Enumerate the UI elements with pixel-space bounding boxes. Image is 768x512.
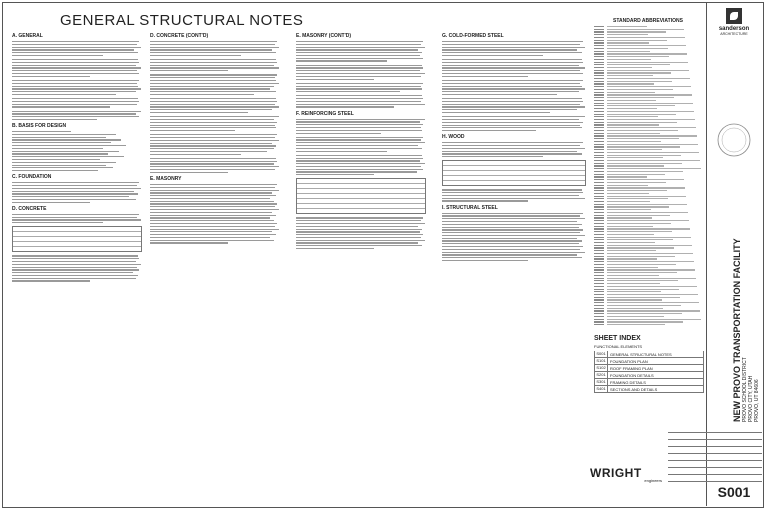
info-row [668,460,762,467]
abbreviation-row [594,305,702,306]
note-text [12,59,142,77]
concrete-table [12,226,142,252]
note-text [12,41,142,56]
notes-column-3 [296,30,426,252]
abbreviation-row [594,89,702,90]
abbreviation-row [594,34,702,35]
abbreviation-row [594,40,702,41]
section-heading: B. BASIS FOR DESIGN [12,123,67,130]
section-heading: D. CONCRETE [12,205,47,212]
abbreviation-row [594,94,702,95]
abbreviation-row [594,83,702,84]
abbreviation-row [594,155,702,156]
abbreviation-row [594,141,702,142]
abbreviation-row [594,116,702,117]
sheet-title-entry: GENERAL STRUCTURAL NOTES [610,351,672,357]
note-text [150,116,280,131]
abbreviation-row [594,245,702,246]
abbreviation-row [594,269,702,270]
engineer-subtitle: engineers [644,478,662,483]
note-text [442,213,586,261]
note-text [442,59,586,77]
abbreviation-row [594,105,702,106]
section-heading: E. MASONRY [150,176,182,182]
note-text [296,95,426,107]
note-text [296,83,426,93]
abbreviation-row [594,122,702,123]
abbreviation-row [594,258,702,259]
abbreviation-row [594,64,702,65]
project-line-1: PROVO SCHOOL DISTRICT [742,357,748,422]
note-text [150,98,280,113]
abbreviation-row [594,114,702,115]
note-text [150,74,280,95]
abbreviation-row [594,286,702,287]
abbreviation-row [594,37,702,38]
abbreviation-row [594,75,702,76]
note-text [150,41,280,56]
abbreviation-row [594,29,702,30]
info-row [668,446,762,453]
abbreviation-row [594,206,702,207]
abbreviation-row [594,133,702,134]
abbreviation-row [594,275,702,276]
title-block-info [668,432,762,488]
abbreviation-row [594,212,702,213]
project-info [714,232,760,432]
section-heading: E. MASONRY (CONT'D) [296,33,352,39]
abbreviation-row [594,193,702,194]
abbreviation-row [594,26,702,27]
abbreviation-row [594,237,702,238]
sheet-title-entry: FRAMING DETAILS [610,379,646,385]
sheet-index-row [594,386,704,393]
abbreviation-row [594,190,702,191]
note-text [442,189,586,201]
abbreviation-row [594,239,702,240]
abbreviation-row [594,179,702,180]
sheet-number: S101 [595,358,608,364]
abbreviation-row [594,48,702,49]
abbreviation-row [594,100,702,101]
abbreviation-row [594,226,702,227]
abbreviation-row [594,231,702,232]
abbreviation-row [594,289,702,290]
firm-subtitle: ARCHITECTURE [720,32,748,36]
project-line-3: PROVO, UT 84606 [754,379,760,422]
note-text [442,142,586,157]
abbreviation-row [594,302,702,303]
sheet-index-row [594,365,704,372]
note-text [442,41,586,56]
abbreviation-row [594,72,702,73]
abbreviation-row [594,152,702,153]
note-text [442,80,586,95]
abbreviation-row [594,130,702,131]
abbreviation-row [594,67,702,68]
stamp-seal-icon [714,120,754,160]
sheet-number: S001 [595,351,608,357]
abbreviation-row [594,324,702,325]
abbreviation-row [594,56,702,57]
abbreviation-row [594,215,702,216]
abbreviation-row [594,119,702,120]
notes-column-1 [12,30,142,285]
note-text [296,65,426,80]
abbreviation-row [594,92,702,93]
note-text [12,255,142,281]
abbreviation-row [594,157,702,158]
abbreviation-row [594,165,702,166]
abbreviation-row [594,209,702,210]
note-text [150,59,280,71]
notes-column-4 [442,30,586,264]
abbreviation-row [594,220,702,221]
sheet-number: S201 [595,372,608,378]
abbreviation-row [594,70,702,71]
abbreviations-list [594,18,702,327]
section-heading: C. FOUNDATION [12,174,52,181]
abbreviation-row [594,97,702,98]
sheet-title-entry: FOUNDATION DETAILS [610,372,654,378]
sheet-index-row [594,358,704,365]
info-row [668,474,762,481]
abbreviation-row [594,45,702,46]
engineer-stamp [714,120,754,160]
abbreviation-row [594,185,702,186]
abbreviation-row [594,242,702,243]
sheet-index-row [594,351,704,358]
abbreviation-rows [594,26,702,325]
project-line-2: PROVO CITY, UTAH [748,375,754,422]
firm-logo-icon [726,8,742,24]
sheet-index-heading: SHEET INDEX [594,335,641,342]
abbreviation-row [594,187,702,188]
abbreviation-row [594,62,702,63]
abbreviation-row [594,42,702,43]
note-text [150,134,280,155]
sheet-number: S102 [595,365,608,371]
abbreviation-row [594,78,702,79]
abbreviation-row [594,111,702,112]
abbreviation-row [594,182,702,183]
sheet-index-row [594,379,704,386]
abbreviation-row [594,253,702,254]
abbreviation-row [594,267,702,268]
info-row [668,439,762,446]
abbreviation-row [594,103,702,104]
abbreviation-row [594,144,702,145]
abbreviation-row [594,283,702,284]
firm-logo [712,8,756,66]
abbreviation-row [594,59,702,60]
note-text [150,158,280,173]
abbreviation-row [594,171,702,172]
notes-column-2 [150,30,280,247]
abbreviation-row [594,247,702,248]
abbreviation-row [594,256,702,257]
abbreviation-row [594,146,702,147]
section-heading: F. REINFORCING STEEL [296,110,354,117]
sheet-number-large: S001 [717,484,751,500]
abbreviations-heading: STANDARD ABBREVIATIONS [613,18,683,24]
sheet-title-entry: ROOF FRAMING PLAN [610,365,653,371]
sheet-index [594,335,704,393]
abbreviation-row [594,291,702,292]
note-text [12,182,142,203]
sheet-title-entry: SECTIONS AND DETAILS [610,386,658,392]
abbreviation-row [594,198,702,199]
abbreviation-row [594,321,702,322]
abbreviation-row [594,149,702,150]
abbreviation-row [594,316,702,317]
abbreviation-row [594,308,702,309]
project-name: NEW PROVO TRANSPORTATION FACILITY [732,238,742,422]
abbreviation-row [594,278,702,279]
abbreviation-row [594,86,702,87]
abbreviation-row [594,174,702,175]
abbreviation-row [594,264,702,265]
abbreviation-row [594,319,702,320]
abbreviation-row [594,250,702,251]
abbreviation-row [594,280,702,281]
section-heading: A. GENERAL [12,33,43,39]
abbreviation-row [594,201,702,202]
section-heading: H. WOOD [442,134,465,141]
note-text [296,119,426,134]
note-text [12,111,142,121]
abbreviation-row [594,108,702,109]
abbreviation-row [594,138,702,139]
note-text [150,184,280,244]
info-row [668,467,762,474]
abbreviation-row [594,124,702,125]
wood-table [442,160,586,186]
abbreviation-row [594,160,702,161]
note-text [296,217,426,249]
abbreviation-row [594,204,702,205]
abbreviation-row [594,163,702,164]
lap-splice-table [296,178,426,214]
sheet-number: S301 [595,379,608,385]
note-text [296,41,426,62]
note-text [442,116,586,131]
abbreviation-row [594,51,702,52]
info-row [668,432,762,439]
note-text [12,131,142,171]
note-text [12,80,142,95]
abbreviation-row [594,310,702,311]
note-text [442,98,586,113]
engineer-logo [590,466,662,486]
abbreviation-row [594,217,702,218]
abbreviation-row [594,53,702,54]
abbreviation-row [594,299,702,300]
abbreviation-row [594,196,702,197]
sheet-number: S401 [595,386,608,392]
note-text [296,137,426,152]
abbreviation-row [594,234,702,235]
engineer-name: WRIGHT [590,466,642,480]
note-text [296,155,426,176]
abbreviation-row [594,261,702,262]
firm-name: sanderson [718,26,750,32]
sheet-index-row [594,372,704,379]
sheet-title: GENERAL STRUCTURAL NOTES [60,12,304,29]
abbreviation-row [594,81,702,82]
note-text [12,214,142,224]
sheet-title-entry: FOUNDATION PLAN [610,358,648,364]
abbreviation-row [594,297,702,298]
abbreviation-row [594,228,702,229]
abbreviation-row [594,127,702,128]
info-row [668,453,762,460]
section-heading: D. CONCRETE (CONT'D) [150,33,209,39]
abbreviation-row [594,176,702,177]
note-text [12,98,142,108]
section-heading: I. STRUCTURAL STEEL [442,204,498,211]
sheet-index-subheading: FUNCTIONAL ELEMENTS [594,344,643,349]
section-heading: G. COLD-FORMED STEEL [442,33,504,39]
abbreviation-row [594,294,702,295]
abbreviation-row [594,313,702,314]
abbreviation-row [594,223,702,224]
abbreviation-row [594,135,702,136]
abbreviation-row [594,31,702,32]
abbreviation-row [594,168,702,169]
abbreviation-row [594,272,702,273]
